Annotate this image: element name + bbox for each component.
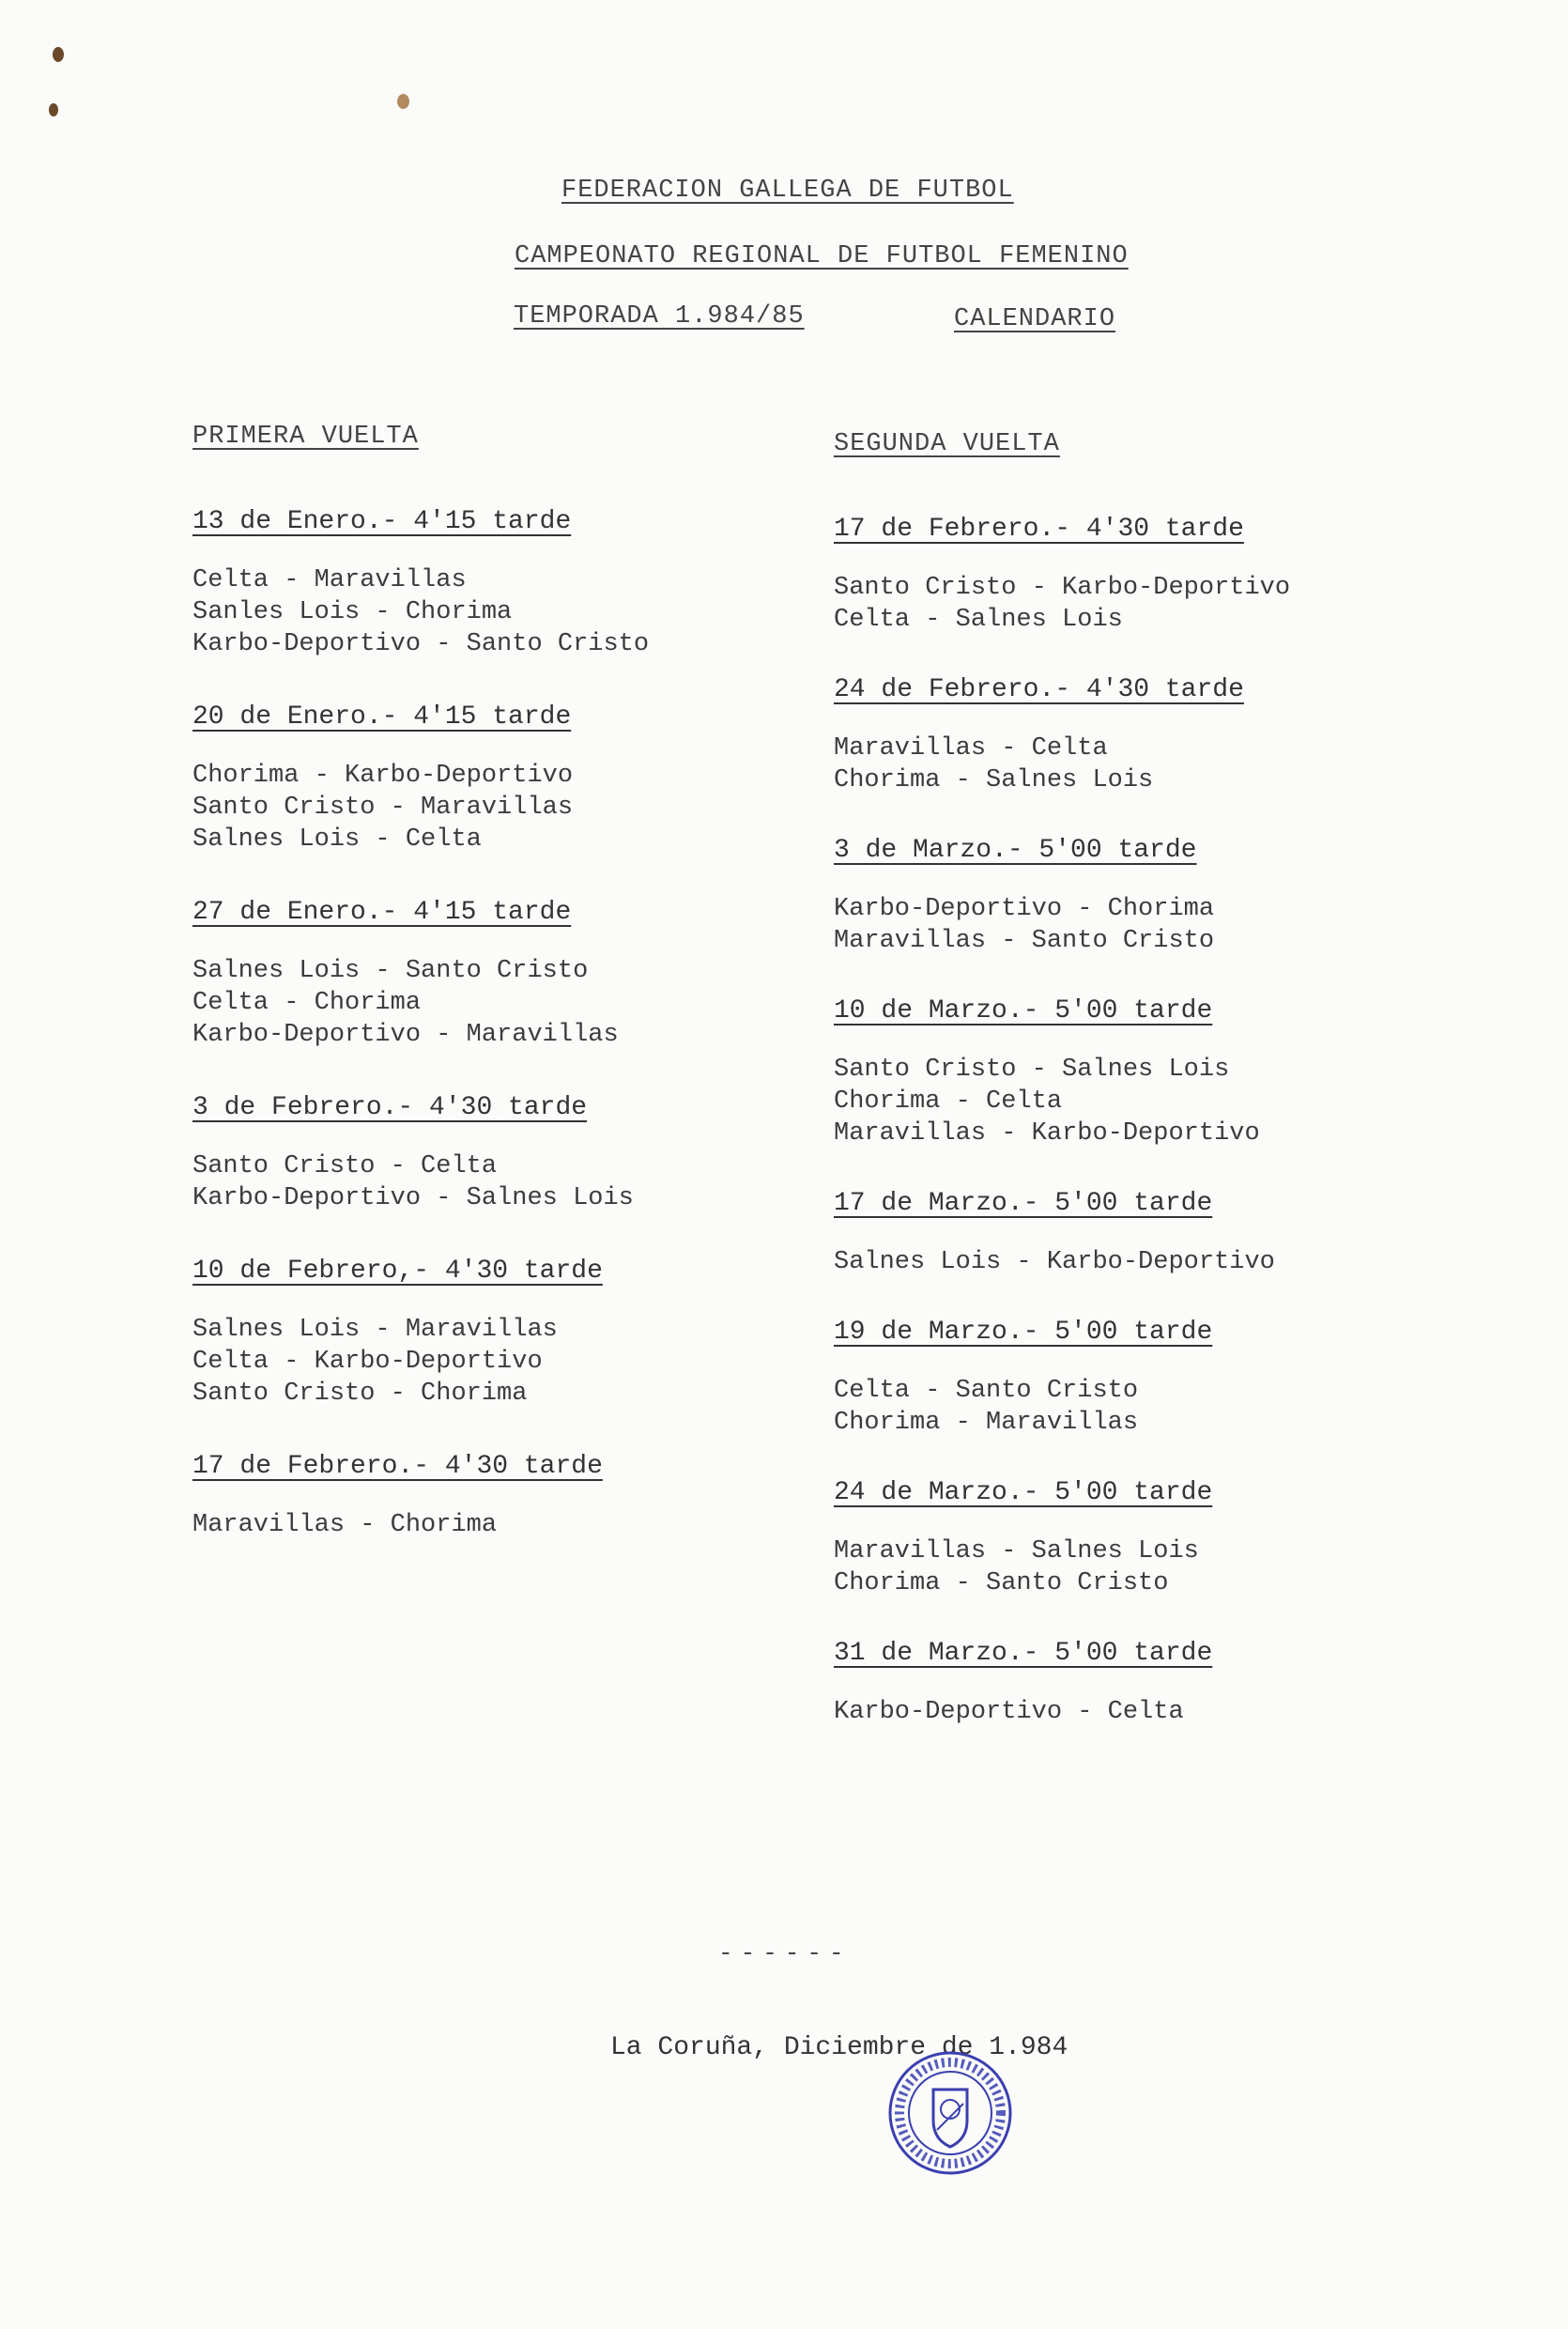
primera-vuelta-title: PRIMERA VUELTA [192, 423, 419, 451]
fixture-date: 17 de Febrero.- 4'30 tarde [834, 515, 1244, 544]
match-line: Celta - Maravillas [192, 566, 467, 594]
season-label: TEMPORADA 1.984/85 [514, 302, 805, 331]
place-and-date: La Coruña, Diciembre de 1.984 [610, 2033, 1068, 2062]
match-line: Santo Cristo - Celta [192, 1152, 498, 1180]
primera-vuelta-column [192, 423, 850, 1583]
match-line: Santo Cristo - Chorima [192, 1380, 528, 1408]
paper-stain [397, 94, 409, 109]
match-line: Karbo-Deportivo - Celta [834, 1698, 1184, 1726]
match-line: Salnes Lois - Maravillas [192, 1316, 558, 1344]
match-line: Karbo-Deportivo - Chorima [834, 895, 1215, 923]
fixture-block [192, 1452, 850, 1541]
fixture-block [192, 1093, 850, 1214]
match-line: Maravillas - Karbo-Deportivo [834, 1119, 1260, 1148]
fixture-block [834, 836, 1491, 957]
fixture-date: 24 de Febrero.- 4'30 tarde [834, 675, 1244, 704]
fixture-block [834, 1318, 1491, 1439]
match-line: Karbo-Deportivo - Santo Cristo [192, 630, 650, 658]
match-line: Chorima - Celta [834, 1087, 1063, 1116]
match-line: Salnes Lois - Karbo-Deportivo [834, 1248, 1275, 1276]
fixture-date: 24 de Marzo.- 5'00 tarde [834, 1478, 1213, 1507]
championship-title: CAMPEONATO REGIONAL DE FUTBOL FEMENINO [515, 242, 1129, 270]
separator-dashes: ------ [718, 1939, 852, 1967]
match-line: Salnes Lois - Santo Cristo [192, 957, 589, 985]
fixture-block [192, 1257, 850, 1410]
fixture-block [192, 702, 850, 856]
match-line: Celta - Karbo-Deportivo [192, 1348, 543, 1376]
match-line: Celta - Salnes Lois [834, 606, 1123, 634]
fixture-block [834, 1639, 1491, 1728]
match-line: Chorima - Santo Cristo [834, 1569, 1169, 1597]
match-line: Maravillas - Santo Cristo [834, 927, 1215, 955]
fixture-block [834, 996, 1491, 1149]
fixture-date: 17 de Marzo.- 5'00 tarde [834, 1189, 1213, 1218]
fixture-block [834, 1478, 1491, 1599]
match-line: Santo Cristo - Salnes Lois [834, 1056, 1230, 1084]
match-line: Celta - Chorima [192, 989, 422, 1017]
segunda-vuelta-title: SEGUNDA VUELTA [834, 430, 1060, 458]
match-line: Maravillas - Chorima [192, 1511, 498, 1539]
fixture-date: 10 de Febrero,- 4'30 tarde [192, 1257, 603, 1286]
federation-title: FEDERACION GALLEGA DE FUTBOL [561, 177, 1014, 205]
match-line: Salnes Lois - Celta [192, 825, 482, 854]
match-line: Karbo-Deportivo - Salnes Lois [192, 1184, 634, 1212]
fixture-date: 3 de Febrero.- 4'30 tarde [192, 1093, 588, 1122]
fixture-date: 27 de Enero.- 4'15 tarde [192, 898, 572, 927]
fixture-block [834, 675, 1491, 796]
match-line: Chorima - Salnes Lois [834, 766, 1154, 794]
fixture-date: 19 de Marzo.- 5'00 tarde [834, 1318, 1213, 1347]
match-line: Sanles Lois - Chorima [192, 598, 513, 626]
fixture-block [834, 515, 1491, 636]
fixture-date: 13 de Enero.- 4'15 tarde [192, 507, 572, 536]
calendar-label: CALENDARIO [954, 305, 1116, 333]
fixture-date: 10 de Marzo.- 5'00 tarde [834, 996, 1213, 1026]
match-line: Santo Cristo - Karbo-Deportivo [834, 574, 1291, 602]
match-line: Maravillas - Salnes Lois [834, 1537, 1199, 1566]
match-line: Chorima - Karbo-Deportivo [192, 762, 574, 790]
fixture-date: 3 de Marzo.- 5'00 tarde [834, 836, 1197, 865]
paper-stain [53, 47, 64, 62]
fixture-date: 20 de Enero.- 4'15 tarde [192, 702, 572, 732]
fixture-date: 31 de Marzo.- 5'00 tarde [834, 1639, 1213, 1668]
match-line: Chorima - Maravillas [834, 1409, 1139, 1437]
fixture-block [192, 898, 850, 1051]
match-line: Maravillas - Celta [834, 734, 1108, 763]
paper-stain [49, 103, 58, 116]
fixture-date: 17 de Febrero.- 4'30 tarde [192, 1452, 603, 1481]
federation-seal-stamp [884, 2047, 1016, 2179]
match-line: Santo Cristo - Maravillas [192, 794, 574, 822]
fixture-block [192, 507, 850, 660]
segunda-vuelta-column [834, 430, 1491, 1767]
match-line: Celta - Santo Cristo [834, 1377, 1139, 1405]
fixture-block [834, 1189, 1491, 1278]
match-line: Karbo-Deportivo - Maravillas [192, 1021, 619, 1049]
